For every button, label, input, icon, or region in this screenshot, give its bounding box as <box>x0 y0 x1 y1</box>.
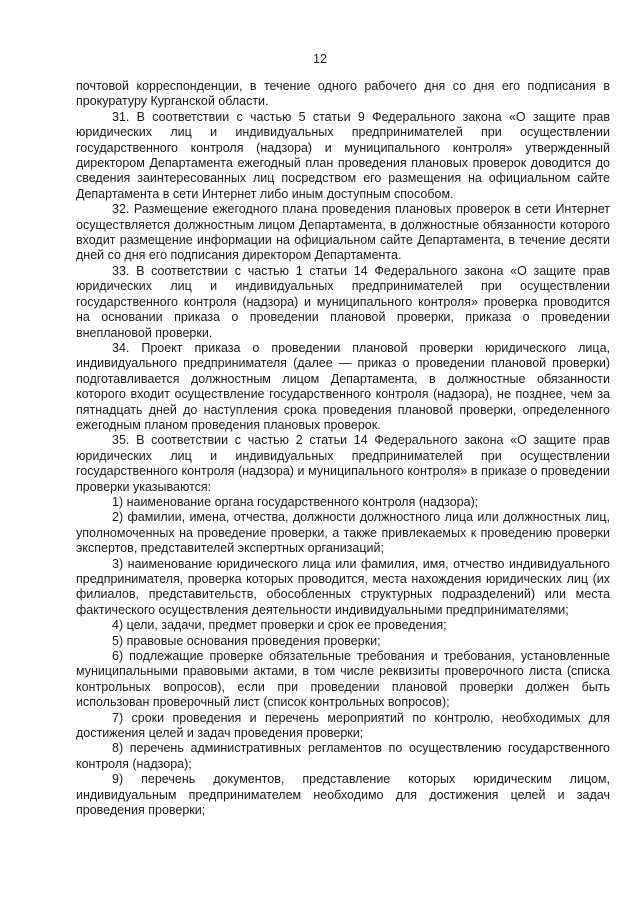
list-item-8: 8) перечень административных регламентов по осуществлению государственного контроля (надзора); <box>76 741 610 771</box>
paragraph-continuation: почтовой корреспонденции, в течение одного рабочего дня со дня его подписания в прокуратуру Курганской области. <box>76 79 610 109</box>
page-number: 12 <box>313 52 327 66</box>
paragraph-31: 31. В соответствии с частью 5 статьи 9 Федерального закона «О защите прав юридических лиц и индивидуальных предпринимателей при осуществлении государственного контроля (надзора) и муниципального контроля» утвержденный директором Департамента ежегодный план проведения плановых проверок доводится до сведения заинтересованных лиц посредством его размещения на официальном сайте Департамента в сети Интернет либо иным доступным способом. <box>76 109 610 201</box>
list-item-7: 7) сроки проведения и перечень мероприятий по контролю, необходимых для достижения целей и задач проведения проверки; <box>76 710 610 741</box>
list-item-9: 9) перечень документов, представление которых юридическим лицом, индивидуальным предпринимателем необходимо для достижения целей и задач проведения проверки; <box>76 772 610 818</box>
document-body <box>76 79 610 819</box>
list-item-5: 5) правовые основания проведения проверки; <box>112 633 381 648</box>
paragraph-33: 33. В соответствии с частью 1 статьи 14 Федерального закона «О защите прав юридических лиц и индивидуальных предпринимателей при осуществлении государственного контроля (надзора) и муниципального контроля» проверка проводится на основании приказа о проведении плановой проверки, приказа о проведении внеплановой проверки. <box>76 263 610 340</box>
list-item-1: 1) наименование органа государственного контроля (надзора); <box>112 494 479 509</box>
list-item-4: 4) цели, задачи, предмет проверки и срок ее проведения; <box>112 618 447 633</box>
list-item-2: 2) фамилии, имена, отчества, должности должностного лица или должностных лиц, уполномоченных на проведение проверки, а также привлекаемых к проведению проверки экспертов, представителей экспертных организаций; <box>76 510 610 556</box>
paragraph-34: 34. Проект приказа о проведении плановой проверки юридического лица, индивидуального предпринимателя (далее — приказ о проведении плановой проверки) подготавливается должностным лицом Департамента, в должностные обязанности которого входит осуществление государственного контроля (надзора), не позднее, чем за пятнадцать дней до наступления срока проведения плановой проверки, определенного ежегодным планом проведения плановых проверок. <box>76 340 610 432</box>
list-item-3: 3) наименование юридического лица или фамилия, имя, отчество индивидуального предпринимателя, проверка которых проводится, места нахождения юридических лиц (их филиалов, представительств, обособленных структурных подразделений) или места фактического осуществления деятельности индивидуальными предпринимателями; <box>76 556 610 617</box>
list-item-6: 6) подлежащие проверке обязательные требования и требования, установленные муниципальными правовыми актами, в том числе реквизиты проверочного листа (списка контрольных вопросов), если при проведении плановой проверки должен быть использован проверочный лист (список контрольных вопросов); <box>76 649 610 710</box>
paragraph-32: 32. Размещение ежегодного плана проведения плановых проверок в сети Интернет осуществляется должностным лицом Департамента, в должностные обязанности которого входит размещение информации на официальном сайте Департамента, в течение десяти дней со дня его подписания директором Департамента. <box>76 202 610 263</box>
paragraph-35: 35. В соответствии с частью 2 статьи 14 Федерального закона «О защите прав юридических лиц и индивидуальных предпринимателей при осуществлении государственного контроля (надзора) и муниципального контроля» в приказе о проведении проверки указываются: <box>76 433 610 494</box>
